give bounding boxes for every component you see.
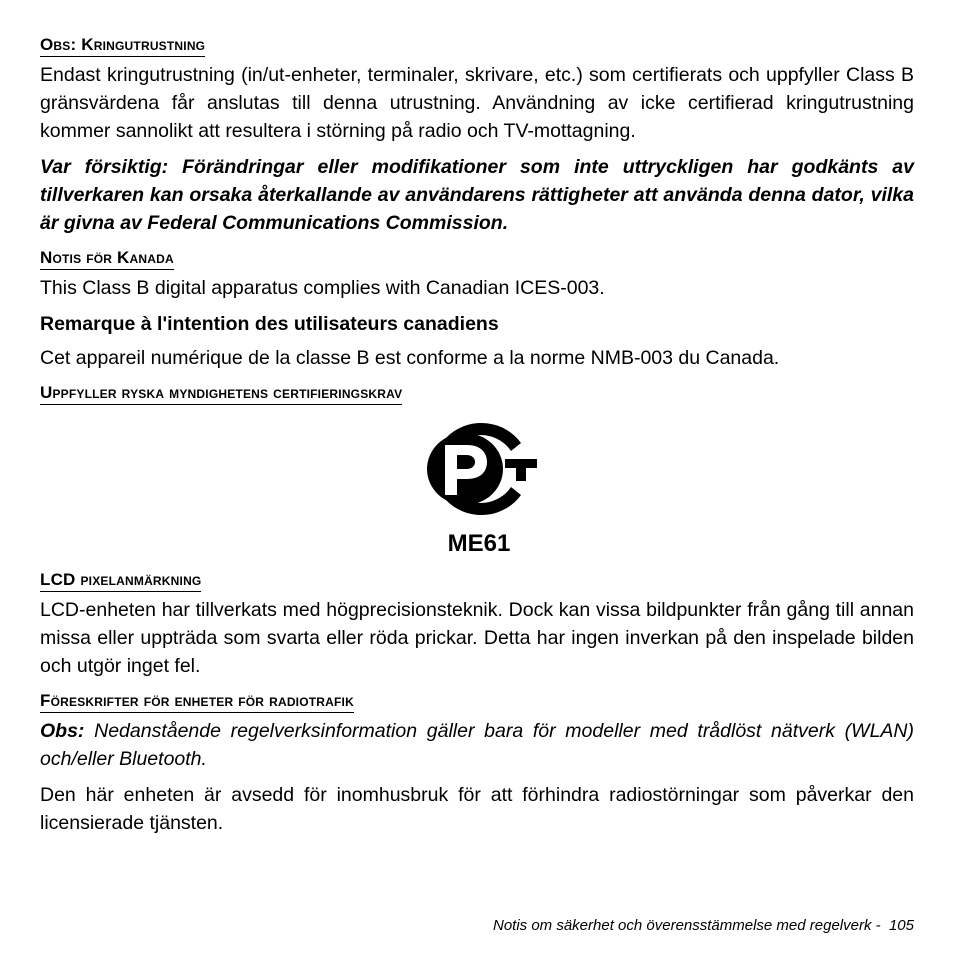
section-lcd [40,569,914,680]
page-footer: Notis om säkerhet och överensstämmelse med regelverk - 105 [492,917,914,934]
pct-certification-mark-icon [415,421,539,517]
paragraph-lcd: LCD-enheten har tillverkats med högprecisionsteknik. Dock kan vissa bildpunkter från gång till annan missa eller uppträda som svarta eller röda prickar. Detta har ingen inverkan på den inspelade bilden och utgör inget fel. [40,599,914,677]
certification-logo [40,421,914,559]
paragraph-nmb-003: Cet appareil numérique de la classe B est conforme a la norme NMB-003 du Canada. [40,347,780,369]
subheading-remarque: Remarque à l'intention des utilisateurs canadiens [40,313,499,335]
paragraph-inomhusbruk: Den här enheten är avsedd för inomhusbruk för att förhindra radiostörningar som påverkar den licensierade tjänsten. [40,784,914,834]
heading-notis-kanada: Notis för Kanada [40,247,174,270]
section-radio [40,690,914,837]
paragraph-var-forsiktig: Var försiktig: Förändringar eller modifikationer som inte uttryckligen har godkänts av tillverkaren kan orsaka återkallande av användarens rättigheter att använda denna dator, vilka är givna av Federal Communications Commission. [40,156,914,234]
heading-lcd: LCD pixelanmärkning [40,569,201,592]
paragraph-kringutrustning: Endast kringutrustning (in/ut-enheter, terminaler, skrivare, etc.) som certifierats och uppfyller Class B gränsvärdena får anslutas till denna utrustning. Användning av icke certifierad kringutrustning kommer sannolikt att resultera i störning på radio och TV-mottagning. [40,64,914,142]
heading-obs-kringutrustning: Obs: Kringutrustning [40,34,205,57]
section-notis-kanada [40,247,914,372]
paragraph-obs-note [40,717,914,773]
heading-ryska: Uppfyller ryska myndighetens certifieringskrav [40,382,402,405]
heading-radio: Föreskrifter för enheter för radiotrafik [40,690,354,713]
page-content [40,34,914,847]
logo-caption: ME61 [447,530,511,557]
obs-note-text: Nedanstående regelverksinformation gäller bara för modeller med trådlöst nätverk (WLAN) och/eller Bluetooth. [40,720,914,770]
section-obs-kringutrustning [40,34,914,237]
paragraph-ices-003: This Class B digital apparatus complies with Canadian ICES-003. [40,277,605,299]
section-ryska [40,382,914,559]
obs-label: Obs: [40,720,85,742]
